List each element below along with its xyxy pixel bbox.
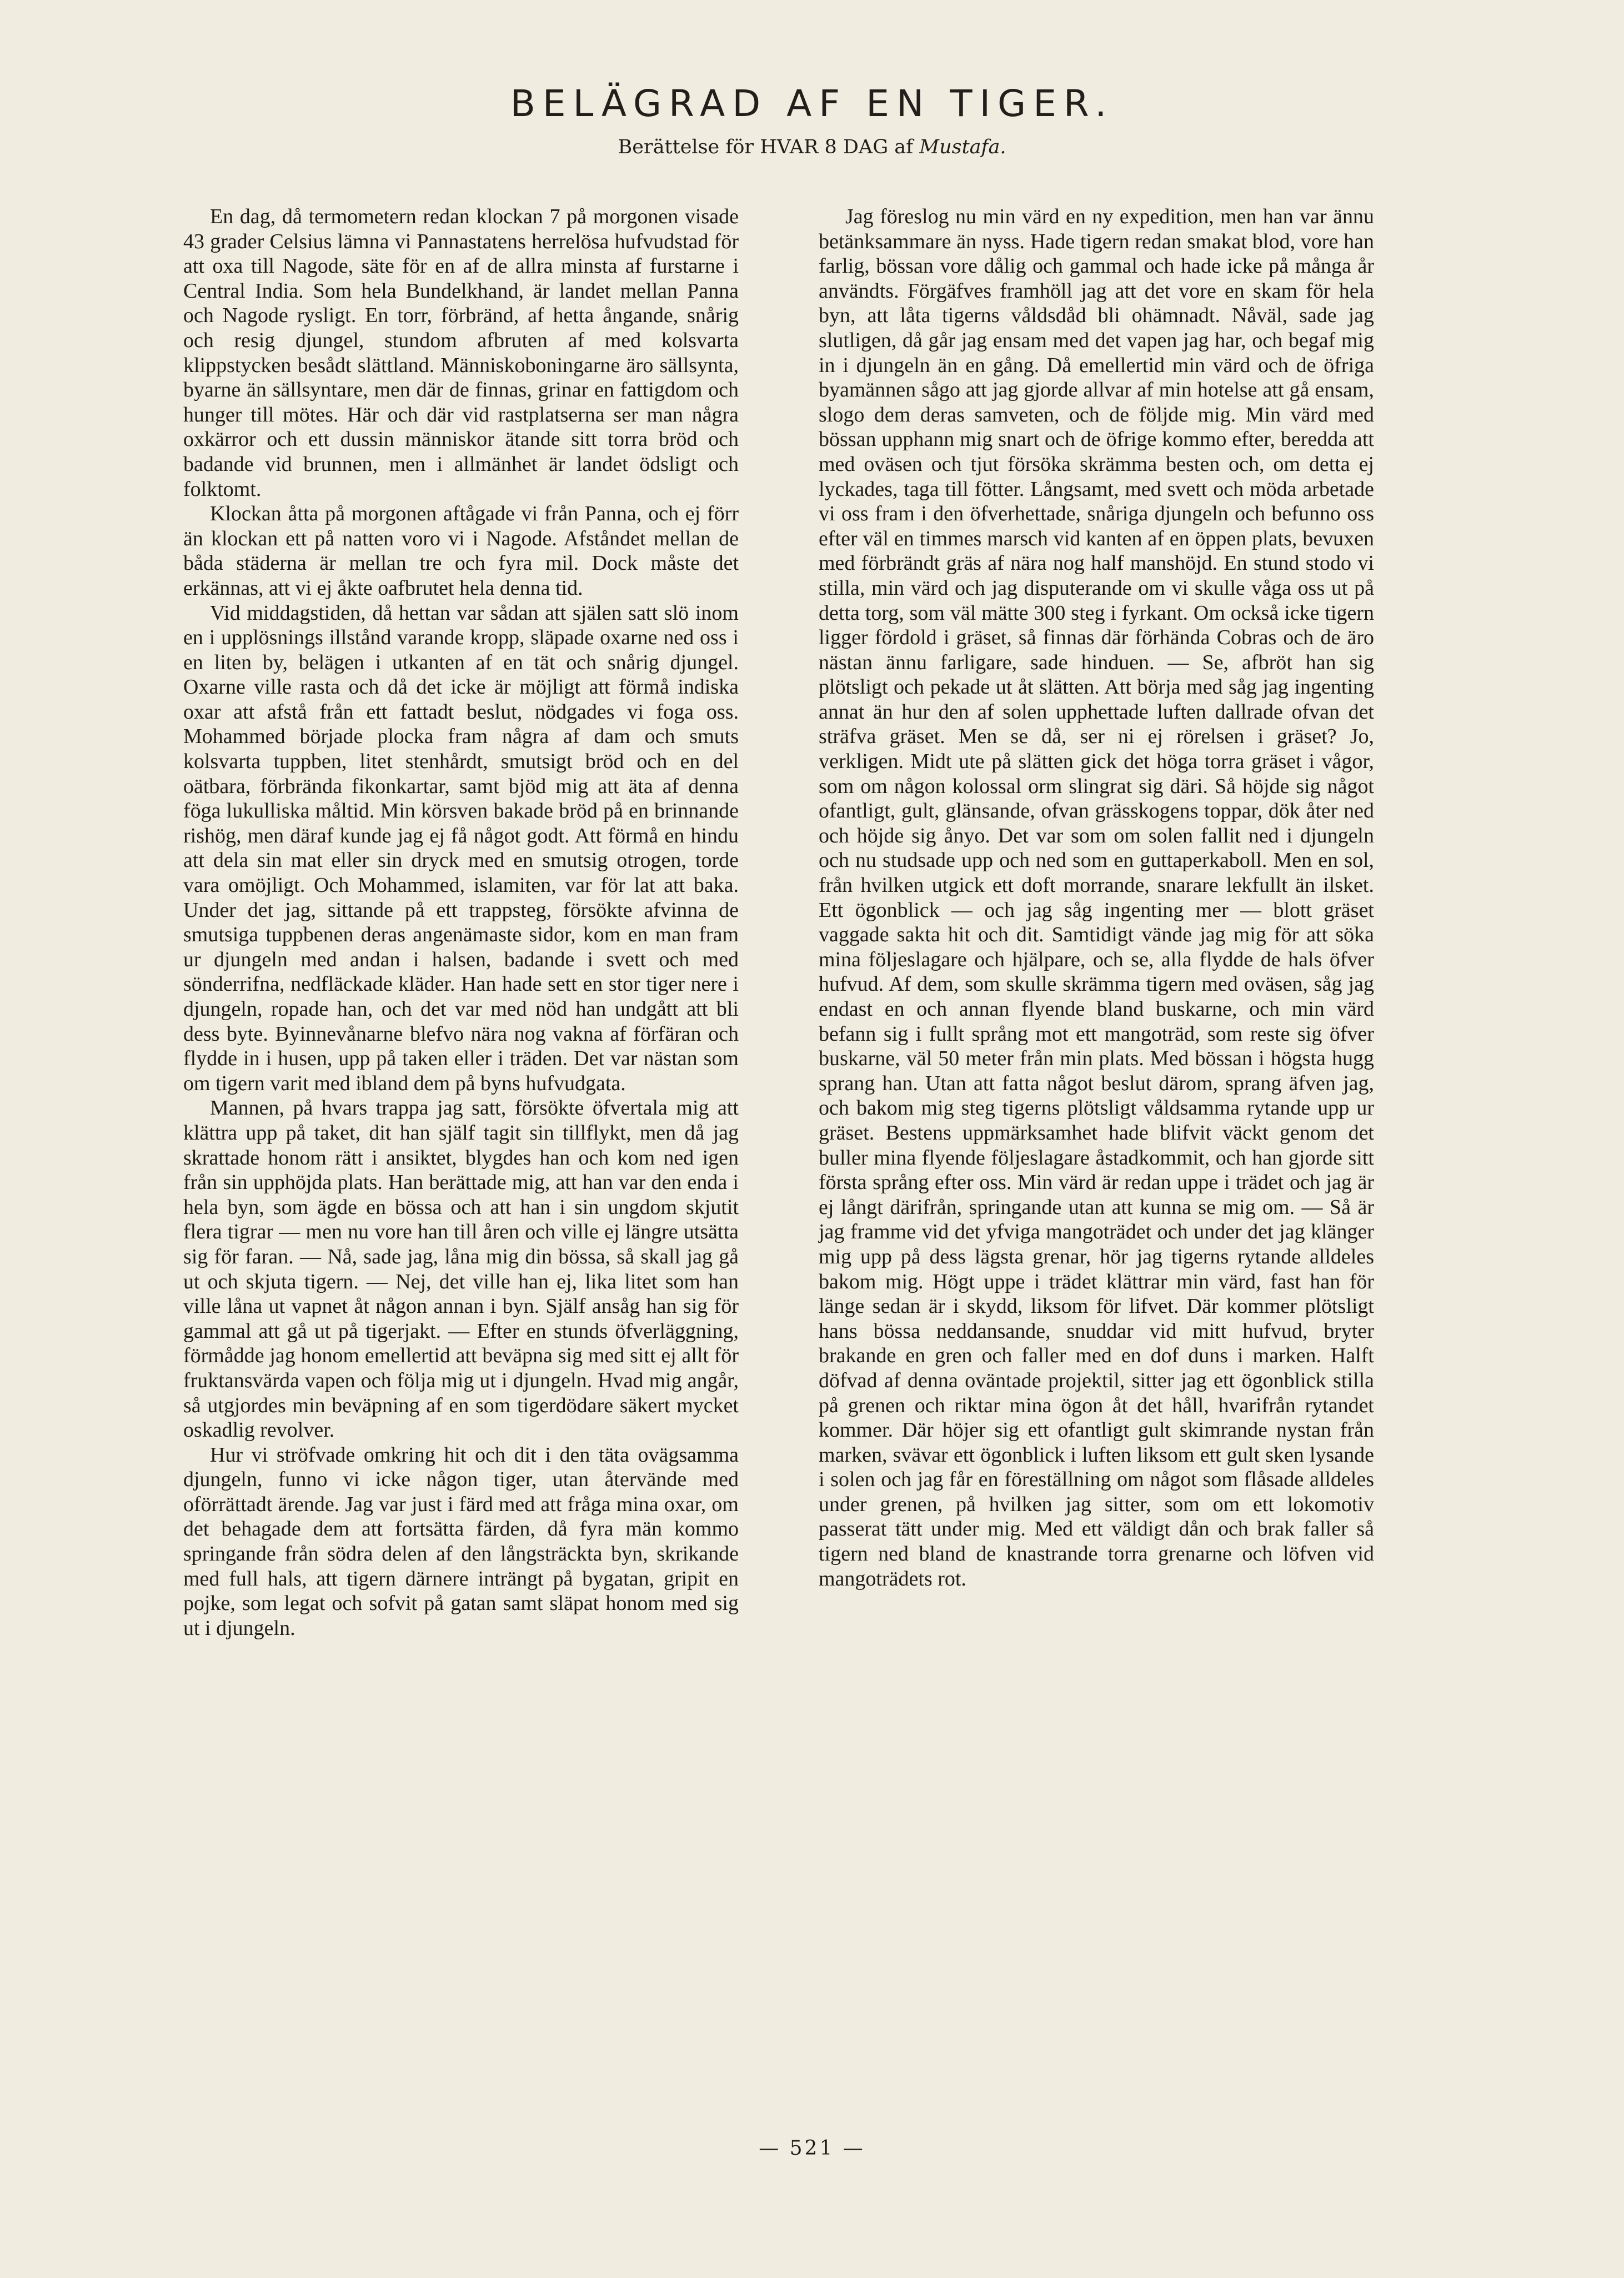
subtitle-text: Berättelse för HVAR 8 DAG af [618,136,920,158]
paragraph: Klockan åtta på morgonen aftågade vi från Panna, och ej förr än klockan ett på natten voro vi i Nagode. Afståndet mellan de båda städerna är mellan tre och fyra mil. Dock måste det erkännas, att vi ej åkte oafbrutet hela denna tid. [183,502,739,600]
paragraph: En dag, då termometern redan klockan 7 på morgonen visade 43 grader Celsius lämna vi Pannastatens herrelösa hufvudstad för att oxa till Nagode, säte för en af de allra minsta af furstarne i Central India. Som hela Bundelkhand, är landet mellan Panna och Nagode rysligt. En torr, förbränd, af hetta ångande, snårig och resig djungel, stundom afbruten af med kolsvarta klippstycken besådt slättland. Människoboningarne äro sällsynta, byarne än sällsyntare, men där de finnas, grinar en fattigdom och hunger till mötes. Här och där vid rastplatserna ser man några oxkärror och ett dussin människor ätande sitt torra bröd och badande vid brunnen, men i allmänhet är landet ödsligt och folktomt. [183,205,739,501]
left-column [183,204,739,1640]
paragraph: Hur vi ströfvade omkring hit och dit i den täta ovägsamma djungeln, funno vi icke någon tiger, utan återvände med oförrättadt ärende. Jag var just i färd med att fråga mina oxar, om det behagade dem att fortsätta färden, då fyra män kommo springande från södra delen af den långsträckta byn, skrikande med full hals, att tigern därnere inträngt på bygatan, gripit en pojke, som legat och sofvit på gatan samt släpat honom med sig ut i djungeln. [183,1443,739,1640]
page-number: — 521 — [759,2137,865,2160]
paragraph: Jag föreslog nu min värd en ny expedition, men han var ännu betänksammare än nyss. Hade tigern redan smakat blod, vore han farlig, bössan vore dålig och gammal och hade icke på många år användts. Förgäfves framhöll jag att det vore en skam för hela byn, att låta tigerns våldsdåd bli ohämnadt. Nåväl, sade jag slutligen, då går jag ensam med det vapen jag har, och begaf mig in i djungeln än en gång. Då emellertid min värd och de öfriga byamännen sågo att jag gjorde allvar af min hotelse att gå ensam, slogo dem deras samveten, och de följde mig. Min värd med bössan upphann mig snart och de öfrige kommo efter, beredda att med oväsen och tjut försöka skrämma besten och, om detta ej lyckades, taga till fötter. Långsamt, med svett och möda arbetade vi oss fram i den öfverhettade, snåriga djungeln och befunno oss efter väl en timmes marsch vid kanten af en öppen plats, bevuxen med förbrändt gräs af nära nog half manshöjd. En stund stodo vi stilla, min värd och jag disputerande om vi skulle våga oss ut på detta torg, som väl mätte 300 steg i fyrkant. Om också icke tigern ligger fördold i gräset, så finnas där förhända Cobras och de äro nästan ännu farligare, sade hinduen. — Se, afbröt han sig plötsligt och pekade ut åt slätten. Att börja med såg jag ingenting annat än hur den af solen upphettade luften dallrade ofvan det sträfva gräset. Men se då, ser ni ej rörelsen i gräset? Jo, verkligen. Midt ute på slätten gick det höga torra gräset i vågor, som om någon kolossal orm slingrat sig däri. Så höjde sig något ofantligt, gult, glänsande, ofvan grässkogens toppar, dök åter ned och höjde sig ånyo. Det var som om solen fallit ned i djungeln och nu studsade upp och ned som en guttaperkaboll. Men en sol, från hvilken utgick ett doft morrande, snarare lekfullt än ilsket. Ett ögonblick — och jag såg ingenting mer — blott gräset vaggade sakta hit och dit. Samtidigt vände jag mig för att söka mina följeslagare och hjälpare, och se, alla flydde de hals öfver hufvud. Af dem, som skulle skrämma tigern med oväsen, såg jag endast en och annan flyende bland buskarne, och min värd befann sig i fullt språng mot ett mangoträd, som reste sig öfver buskarne, väl 50 meter från min plats. Med bössan i högsta hugg sprang han. Utan att fatta något beslut därom, sprang äfven jag, och bakom mig steg tigerns plötsligt våldsamma rytande upp ur gräset. Bestens uppmärksamhet hade blifvit väckt genom det buller mina flyende följeslagare åstadkommit, och han gjorde sitt första språng efter oss. Min värd är redan uppe i trädet och jag är ej långt därifrån, springande utan att kunna se mig om. — Så är jag framme vid det yfviga mangoträdet och under det jag klänger mig upp på dess lägsta grenar, hör jag tigerns rytande alldeles bakom mig. Högt uppe i trädet klättrar min värd, fast han för länge sedan är i skydd, liksom för lifvet. Där kommer plötsligt hans bössa neddansande, snuddar vid mitt hufvud, bryter brakande en gren och faller med en dof duns i marken. Halft döfvad af denna oväntade projektil, sitter jag ett ögonblick stilla på grenen och riktar mina ögon åt det håll, hvarifrån rytandet kommer. Där höjer sig ett ofantligt gult skimrande nystan från marken, svävar ett ögonblick i luften liksom ett gult sken lysande i solen och jag får en föreställning om något som flåsade alldeles under grenen, på hvilken jag sitter, som om ett lokomotiv passerat tätt under mig. Med ett väldigt dån och brak faller så tigern ned bland de knastrande torra grenarne och löfven vid mangoträdets rot. [819,205,1374,1590]
paragraph: Vid middagstiden, då hettan var sådan att själen satt slö inom en i upplösnings illstånd varande kropp, släpade oxarne ned oss i en liten by, belägen i utkanten af en tät och snårig djungel. Oxarne ville rasta och då det icke är möjligt att förmå indiska oxar att afstå från ett fattadt beslut, nödgades vi foga oss. Mohammed började plocka fram några af dam och smuts kolsvarta tuppben, litet stenhårdt, smutsigt bröd och en del oätbara, förbrända fikonkartar, samt bjöd mig att äta af denna föga lukulliska måltid. Min körsven bakade bröd på en brinnande rishög, men däraf kunde jag ej få något godt. Att förmå en hindu att dela sin mat eller sin dryck med en smutsig otrogen, torde vara omöjligt. Och Mohammed, islamiten, var för lat att baka. Under det jag, sittande på ett trappsteg, försökte afvinna de smutsiga tuppbenen deras angenämaste sidor, kom en man fram ur djungeln med andan i halsen, badande i svett och med sönderrifna, nedfläckade kläder. Han hade sett en stor tiger nere i djungeln, ropade han, och det var med nöd han undgått att bli dess byte. Byinnevånarne blefvo nära nog vakna af förfäran och flydde in i husen, upp på taken eller i träden. Det var nästan som om tigern varit med ibland dem på byns hufvudgata. [183,601,739,1095]
right-column [819,204,1374,1591]
author-name: Mustafa. [919,136,1006,158]
article-title: BELÄGRAD AF EN TIGER. [510,82,1114,125]
article-subtitle [0,136,1624,158]
paragraph: Mannen, på hvars trappa jag satt, försökte öfvertala mig att klättra upp på taket, dit han själf tagit sin tillflykt, men då jag skrattade honom rätt i ansiktet, blygdes han och kom ned igen från sin upphöjda plats. Han berättade mig, att han var den enda i hela byn, som ägde en bössa och att han i sin ungdom skjutit flera tigrar — men nu vore han till åren och ville ej längre utsätta sig för faran. — Nå, sade jag, låna mig din bössa, så skall jag gå ut och skjuta tigern. — Nej, det ville han ej, lika litet som han ville låna ut vapnet åt någon annan i byn. Själf ansåg han sig för gammal att gå ut på tigerjakt. — Efter en stunds öfverläggning, förmådde jag honom emellertid att beväpna sig med sitt ej allt för fruktansvärda vapen och följa mig ut i djungeln. Hvad mig angår, så utgjordes min beväpning af en som tigerdödare säkert mycket oskadlig revolver. [183,1096,739,1442]
